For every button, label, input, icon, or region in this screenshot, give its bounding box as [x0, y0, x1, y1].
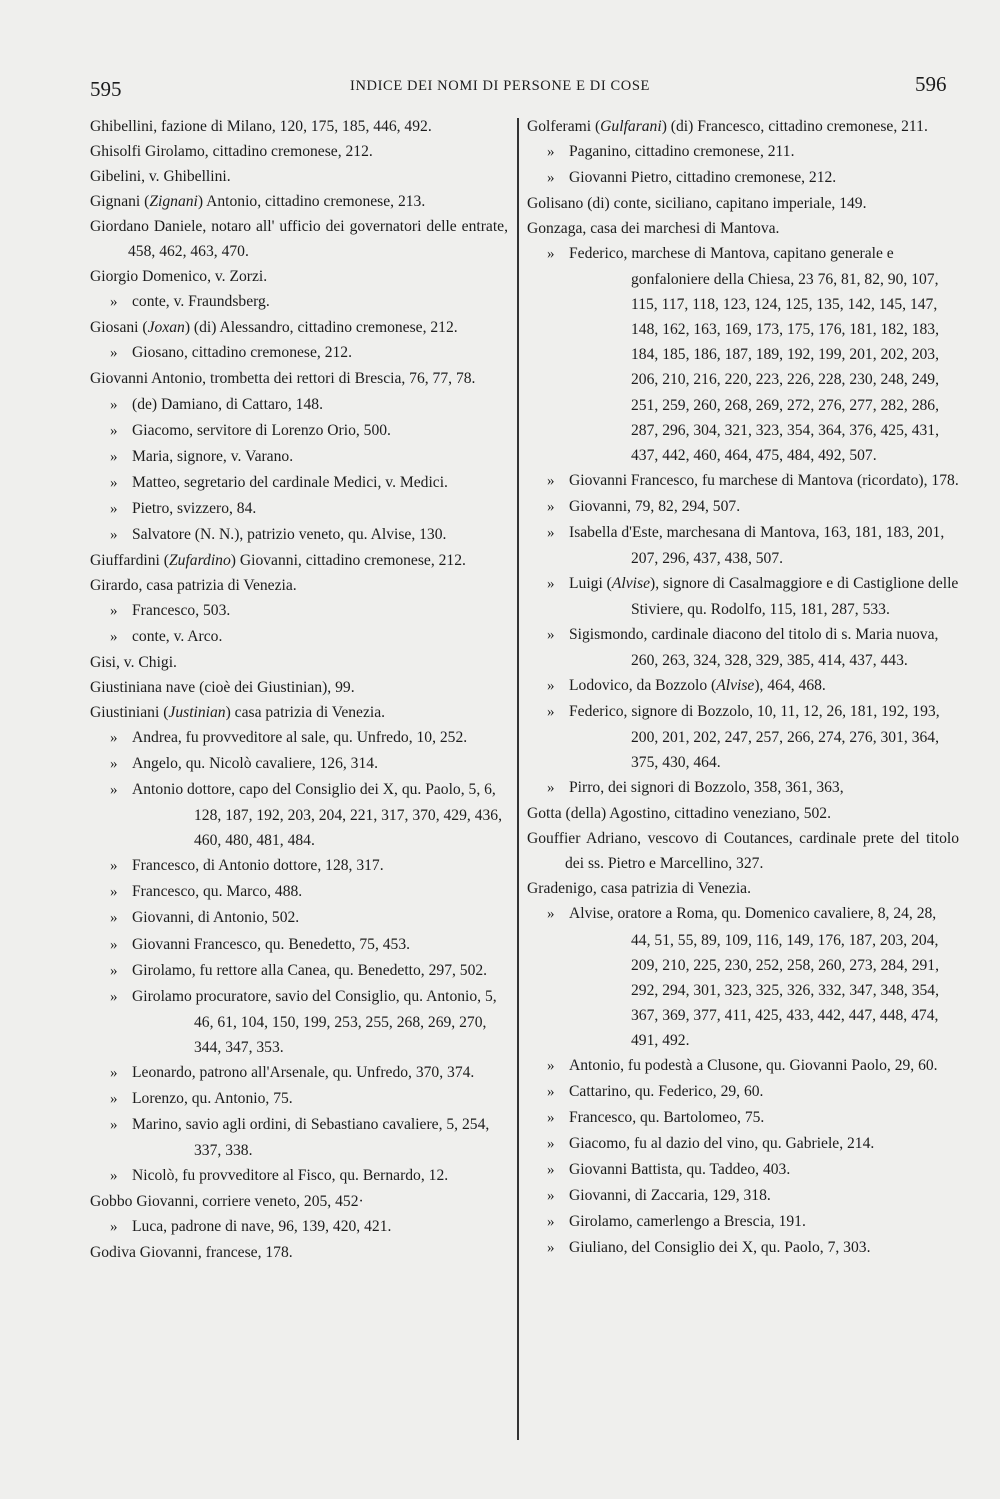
index-subentry: » Francesco, qu. Bartolomeo, 75.	[547, 1108, 765, 1126]
index-entry: Ghibellini, fazione di Milano, 120, 175, 185, 446, 492.	[90, 118, 432, 135]
left-column	[90, 114, 508, 1265]
right-page-number: 596	[915, 72, 947, 96]
index-subentry: » Federico, signore di Bozzolo, 10, 11, 12, 26, 181, 192, 193, 200, 201, 202, 247, 257, 266, 274, 276, 301, 364, 375, 430, 464.	[547, 703, 940, 772]
index-subentry: » Maria, signore, v. Varano.	[110, 447, 294, 465]
index-subentry: » conte, v. Arco.	[110, 627, 223, 645]
index-entry: Gouffier Adriano, vescovo di Coutances, cardinale prete del titolo dei ss. Pietro e Marcellino, 327.	[527, 830, 959, 873]
index-subentry: » Pietro, svizzero, 84.	[110, 499, 257, 517]
index-entry: Gibelini, v. Ghibellini.	[90, 168, 231, 186]
index-subentry: » Matteo, segretario del cardinale Medici, v. Medici.	[110, 473, 448, 491]
index-entry: Gignani (Zignani) Antonio, cittadino cremonese, 213.	[90, 193, 426, 211]
index-entry: Giustiniani (Justinian) casa patrizia di Venezia.	[90, 704, 386, 722]
index-subentry: » Giuliano, del Consiglio dei X, qu. Paolo, 7, 303.	[547, 1239, 871, 1257]
index-subentry: » Girolamo, camerlengo a Brescia, 191.	[547, 1213, 806, 1231]
index-subentry: » Francesco, di Antonio dottore, 128, 317.	[110, 857, 384, 875]
index-entry: Giuffardini (Zufardino) Giovanni, cittadino cremonese, 212.	[90, 551, 466, 569]
left-page-number: 595	[90, 77, 122, 101]
index-subentry: » Lorenzo, qu. Antonio, 75.	[110, 1089, 293, 1107]
index-subentry: » Giovanni, 79, 82, 294, 507.	[547, 497, 741, 515]
index-entry: Gonzaga, casa dei marchesi di Mantova.	[527, 220, 780, 238]
index-subentry: » Francesco, 503.	[110, 601, 231, 619]
index-entry: Gobbo Giovanni, corriere veneto, 205, 452·	[90, 1192, 364, 1210]
index-subentry: » Isabella d'Este, marchesana di Mantova, 163, 181, 183, 201, 207, 296, 437, 438, 507.	[547, 523, 945, 567]
index-entry: Giosani (Joxan) (di) Alessandro, cittadino cremonese, 212.	[90, 319, 458, 337]
index-subentry: » Giovanni, di Zaccaria, 129, 318.	[547, 1186, 771, 1204]
index-subentry: » Giacomo, fu al dazio del vino, qu. Gabriele, 214.	[547, 1134, 875, 1152]
index-subentry: » Nicolò, fu provveditore al Fisco, qu. Bernardo, 12.	[110, 1166, 449, 1184]
index-subentry: » Giosano, cittadino cremonese, 212.	[110, 344, 352, 362]
index-subentry: » Federico, marchese di Mantova, capitano generale e gonfaloniere della Chiesa, 23 76, 81, 82, 90, 107, 115, 117, 118, 123, 124, 125, 135, 142, 145, 147, 148, 162, 163, 169, 173, 175, 176, 181, 182, 183, 184, 185, 186, 187, 189, 192, 199, 201, 202, 203, 206, 210, 216, 220, 223, 226, 228, 230, 248, 249, 251, 259, 260, 268, 269, 272, 276, 277, 282, 286, 287, 296, 304, 321, 323, 354, 364, 376, 425, 431, 437, 442, 460, 464, 475, 484, 492, 507.	[547, 245, 939, 464]
index-subentry: » Luca, padrone di nave, 96, 139, 420, 421.	[110, 1218, 392, 1236]
index-subentry: » Giovanni Battista, qu. Taddeo, 403.	[547, 1160, 791, 1178]
index-subentry: » Giovanni Pietro, cittadino cremonese, 212.	[547, 169, 837, 187]
index-subentry: » Angelo, qu. Nicolò cavaliere, 126, 314.	[110, 755, 378, 773]
index-entry: Giorgio Domenico, v. Zorzi.	[90, 268, 268, 286]
index-subentry: » Alvise, oratore a Roma, qu. Domenico cavaliere, 8, 24, 28, 44, 51, 55, 89, 109, 116, 149, 176, 187, 203, 204, 209, 210, 225, 230, 252, 258, 260, 273, 284, 291, 292, 294, 301, 323, 325, 326, 332, 347, 348, 354, 367, 369, 377, 411, 425, 433, 442, 447, 448, 474, 491, 492.	[547, 905, 939, 1049]
index-subentry: » Pirro, dei signori di Bozzolo, 358, 361, 363,	[547, 779, 844, 797]
index-entry: Gradenigo, casa patrizia di Venezia.	[527, 880, 751, 898]
index-subentry: » Lodovico, da Bozzolo (Alvise), 464, 468.	[547, 677, 826, 695]
index-entry: Golisano (di) conte, siciliano, capitano imperiale, 149.	[527, 195, 867, 213]
index-subentry: » Giovanni Francesco, qu. Benedetto, 75, 453.	[110, 935, 411, 953]
index-entry: Ghisolfi Girolamo, cittadino cremonese, 212.	[90, 143, 373, 161]
index-entry: Girardo, casa patrizia di Venezia.	[90, 576, 297, 594]
index-subentry: » conte, v. Fraundsberg.	[110, 293, 270, 311]
index-subentry: » Giovanni Francesco, fu marchese di Mantova (ricordato), 178.	[547, 471, 959, 489]
page-header	[0, 72, 1000, 108]
index-subentry: » Girolamo procuratore, savio del Consiglio, qu. Antonio, 5, 46, 61, 104, 150, 199, 253, 255, 268, 269, 270, 344, 347, 353.	[110, 987, 497, 1056]
index-entry: Gisi, v. Chigi.	[90, 653, 177, 671]
index-subentry: » (de) Damiano, di Cattaro, 148.	[110, 395, 323, 413]
index-subentry: » Antonio, fu podestà a Clusone, qu. Giovanni Paolo, 29, 60.	[547, 1056, 938, 1074]
index-entry: Golferami (Gulfarani) (di) Francesco, cittadino cremonese, 211.	[527, 118, 928, 135]
right-column	[527, 114, 959, 1261]
index-entry: Giustiniana nave (cioè dei Giustinian), 99.	[90, 679, 355, 697]
index-subentry: » Antonio dottore, capo del Consiglio dei X, qu. Paolo, 5, 6, 128, 187, 192, 203, 204, 221, 317, 370, 429, 436, 460, 480, 481, 484.	[110, 781, 502, 850]
index-subentry: » Cattarino, qu. Federico, 29, 60.	[547, 1082, 764, 1100]
index-subentry: » Paganino, cittadino cremonese, 211.	[547, 143, 795, 161]
index-subentry: » Sigismondo, cardinale diacono del titolo di s. Maria nuova, 260, 263, 324, 328, 329, 385, 414, 437, 443.	[547, 625, 939, 669]
index-entry: Giovanni Antonio, trombetta dei rettori di Brescia, 76, 77, 78.	[90, 370, 476, 388]
column-divider	[517, 118, 519, 1440]
index-subentry: » Giovanni, di Antonio, 502.	[110, 909, 300, 927]
index-subentry: » Marino, savio agli ordini, di Sebastiano cavaliere, 5, 254, 337, 338.	[110, 1115, 490, 1159]
index-subentry: » Francesco, qu. Marco, 488.	[110, 883, 303, 901]
index-entry: Giordano Daniele, notaro all' ufficio dei governatori delle entrate, 458, 462, 463, 470.	[90, 218, 508, 261]
index-subentry: » Salvatore (N. N.), patrizio veneto, qu. Alvise, 130.	[110, 525, 447, 543]
index-subentry: » Giacomo, servitore di Lorenzo Orio, 500.	[110, 421, 391, 439]
index-entry: Godiva Giovanni, francese, 178.	[90, 1244, 293, 1262]
index-subentry: » Girolamo, fu rettore alla Canea, qu. Benedetto, 297, 502.	[110, 961, 488, 979]
index-subentry: » Luigi (Alvise), signore di Casalmaggiore e di Castiglione delle Stiviere, qu. Rodolfo, 115, 181, 287, 533.	[547, 574, 959, 618]
index-subentry: » Leonardo, patrono all'Arsenale, qu. Unfredo, 370, 374.	[110, 1063, 475, 1081]
index-entry: Gotta (della) Agostino, cittadino veneziano, 502.	[527, 805, 832, 823]
index-subentry: » Andrea, fu provveditore al sale, qu. Unfredo, 10, 252.	[110, 729, 468, 747]
running-title: INDICE DEI NOMI DI PERSONE E DI COSE	[350, 78, 650, 94]
